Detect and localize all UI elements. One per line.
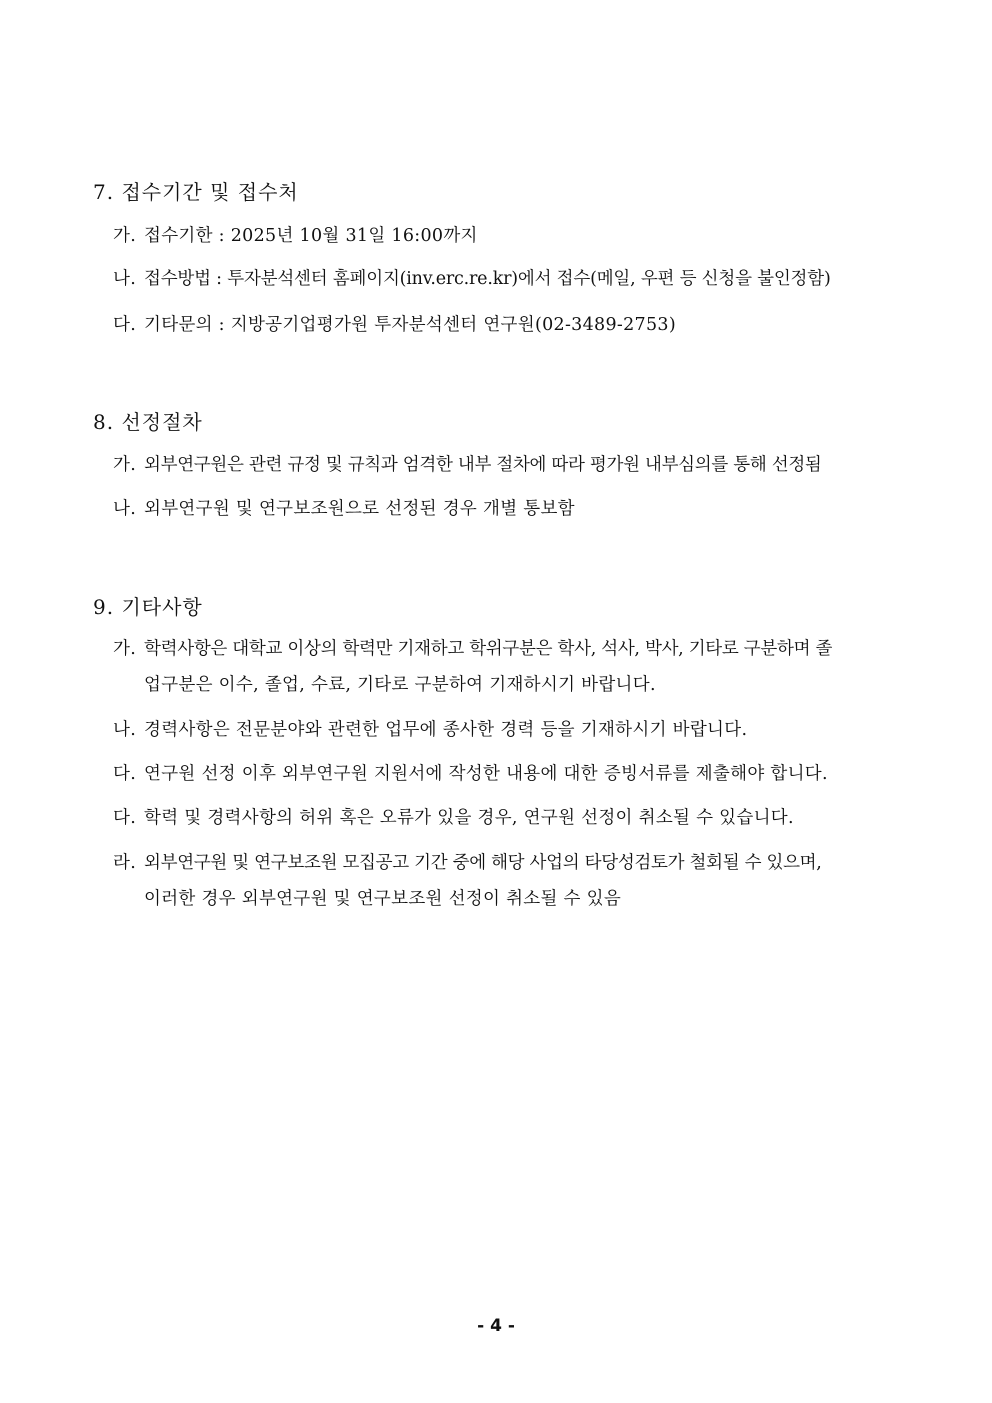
list-item bbox=[113, 800, 903, 836]
list-item bbox=[113, 631, 903, 703]
item-text: 외부연구원은 관련 규정 및 규칙과 엄격한 내부 절차에 따라 평가원 내부심의를 통해 선정됨 bbox=[144, 455, 822, 475]
item-text: 외부연구원 및 연구보조원 모집공고 기간 중에 해당 사업의 타당성검토가 철회될 수 있으며, bbox=[144, 853, 822, 873]
item-marker: 나. bbox=[113, 269, 137, 289]
section-title: 7. 접수기간 및 접수처 bbox=[93, 180, 299, 204]
section-title: 9. 기타사항 bbox=[93, 595, 203, 619]
item-text-continued: 이러한 경우 외부연구원 및 연구보조원 선정이 취소될 수 있음 bbox=[144, 889, 622, 909]
item-text: 접수기한 : 2025년 10월 31일 16:00까지 bbox=[144, 226, 478, 246]
item-text: 연구원 선정 이후 외부연구원 지원서에 작성한 내용에 대한 증빙서류를 제출해야 합니다. bbox=[144, 764, 828, 784]
item-marker: 가. bbox=[113, 226, 137, 246]
item-text: 접수방법 : 투자분석센터 홈페이지(inv.erc.re.kr)에서 접수(메일, 우편 등 신청을 불인정함) bbox=[144, 269, 831, 289]
list-item bbox=[113, 845, 903, 917]
list-item bbox=[113, 491, 903, 527]
list-item bbox=[113, 447, 903, 483]
item-text: 학력 및 경력사항의 허위 혹은 오류가 있을 경우, 연구원 선정이 취소될 수 있습니다. bbox=[144, 808, 794, 828]
list-item bbox=[113, 756, 903, 792]
item-text: 학력사항은 대학교 이상의 학력만 기재하고 학위구분은 학사, 석사, 박사, 기타로 구분하며 졸 bbox=[144, 639, 833, 659]
item-text-continued: 업구분은 이수, 졸업, 수료, 기타로 구분하여 기재하시기 바랍니다. bbox=[144, 675, 656, 695]
item-marker: 가. bbox=[113, 639, 137, 659]
item-marker: 나. bbox=[113, 499, 137, 519]
list-item bbox=[113, 218, 903, 254]
section-title: 8. 선정절차 bbox=[93, 410, 203, 434]
item-text: 경력사항은 전문분야와 관련한 업무에 종사한 경력 등을 기재하시기 바랍니다. bbox=[144, 720, 748, 740]
item-marker: 라. bbox=[113, 853, 137, 873]
page-number: - 4 - bbox=[477, 1316, 515, 1336]
item-marker: 다. bbox=[113, 808, 137, 828]
item-marker: 다. bbox=[113, 315, 137, 335]
list-item bbox=[113, 261, 903, 297]
list-item bbox=[113, 712, 903, 748]
list-item bbox=[113, 307, 903, 343]
item-text: 외부연구원 및 연구보조원으로 선정된 경우 개별 통보함 bbox=[144, 499, 575, 519]
item-marker: 나. bbox=[113, 720, 137, 740]
item-marker: 다. bbox=[113, 764, 137, 784]
item-marker: 가. bbox=[113, 455, 137, 475]
item-text: 기타문의 : 지방공기업평가원 투자분석센터 연구원(02-3489-2753) bbox=[144, 315, 676, 335]
